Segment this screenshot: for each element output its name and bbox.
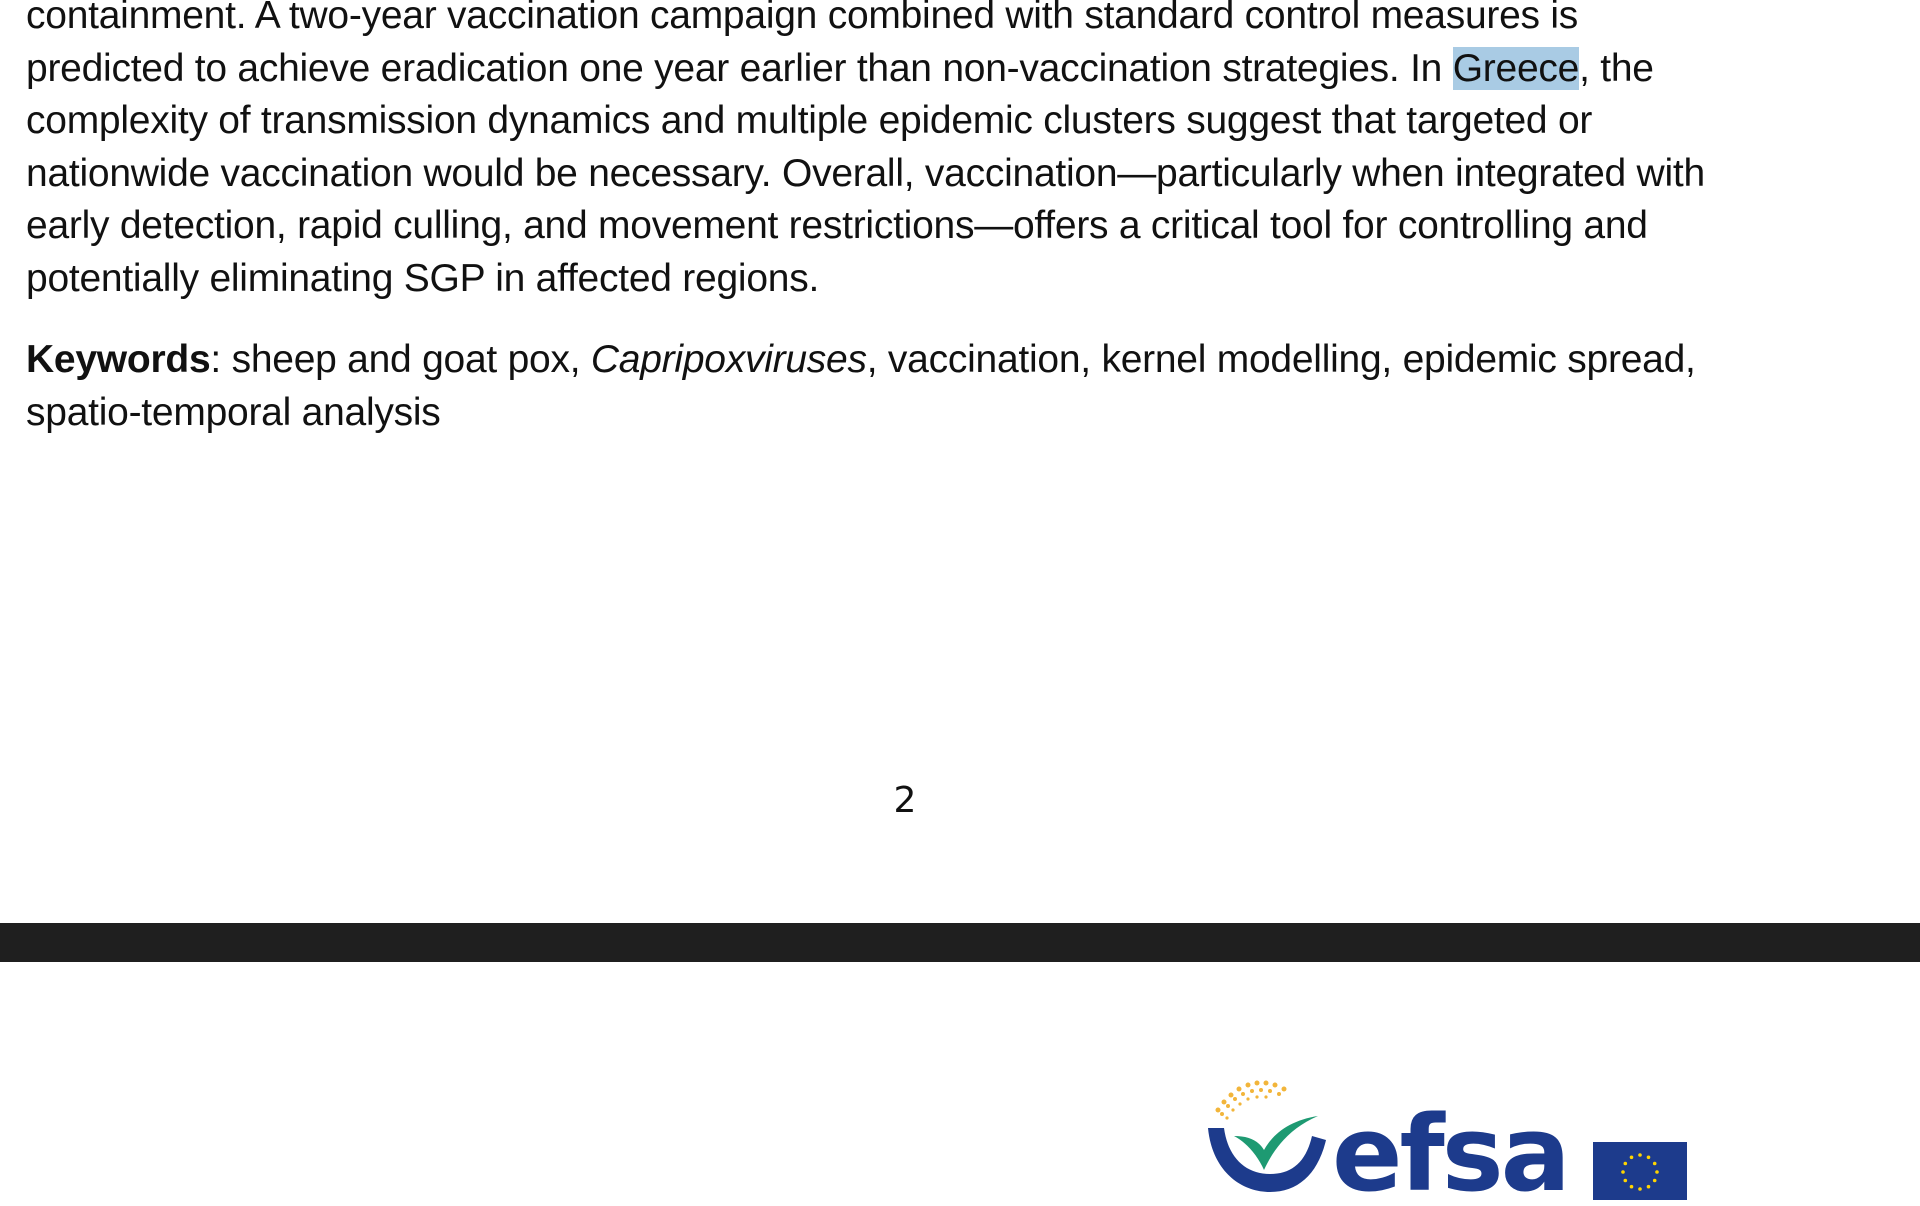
keywords-line: spatio-temporal analysis xyxy=(26,390,441,434)
abstract-text: , the xyxy=(1579,46,1654,90)
abstract-paragraph xyxy=(26,0,1806,305)
keywords-text: : sheep and goat pox, xyxy=(210,338,591,381)
abstract-line xyxy=(26,43,1806,96)
abstract-line: potentially eliminating SGP in affected regions. xyxy=(26,256,820,300)
page-separator xyxy=(0,923,1920,962)
eu-flag-icon xyxy=(1593,1142,1687,1200)
logo-dots xyxy=(1216,1081,1287,1120)
keywords-italic: Capripoxviruses xyxy=(590,338,867,381)
abstract-line: nationwide vaccination would be necessary. Overall, vaccination—particularly when integrated with xyxy=(26,151,1705,195)
abstract-text: predicted to achieve eradication one year earlier than non-vaccination strategies. In xyxy=(26,46,1453,90)
keywords-paragraph xyxy=(26,334,1806,439)
abstract-line: containment. A two-year vaccination campaign combined with standard control measures is xyxy=(26,0,1579,37)
keywords-line xyxy=(26,334,1806,387)
search-highlight[interactable]: Greece xyxy=(1452,46,1580,90)
efsa-logo xyxy=(1200,1070,1700,1206)
abstract-line: complexity of transmission dynamics and multiple epidemic clusters suggest that targeted or xyxy=(26,99,1593,142)
keywords-label: Keywords xyxy=(26,338,211,381)
abstract-line: early detection, rapid culling, and movement restrictions—offers a critical tool for controlling and xyxy=(26,204,1648,247)
keywords-text: , vaccination, kernel modelling, epidemic spread, xyxy=(866,338,1696,381)
logo-text: efsa xyxy=(1332,1093,1568,1206)
page-number: 2 xyxy=(893,780,917,821)
